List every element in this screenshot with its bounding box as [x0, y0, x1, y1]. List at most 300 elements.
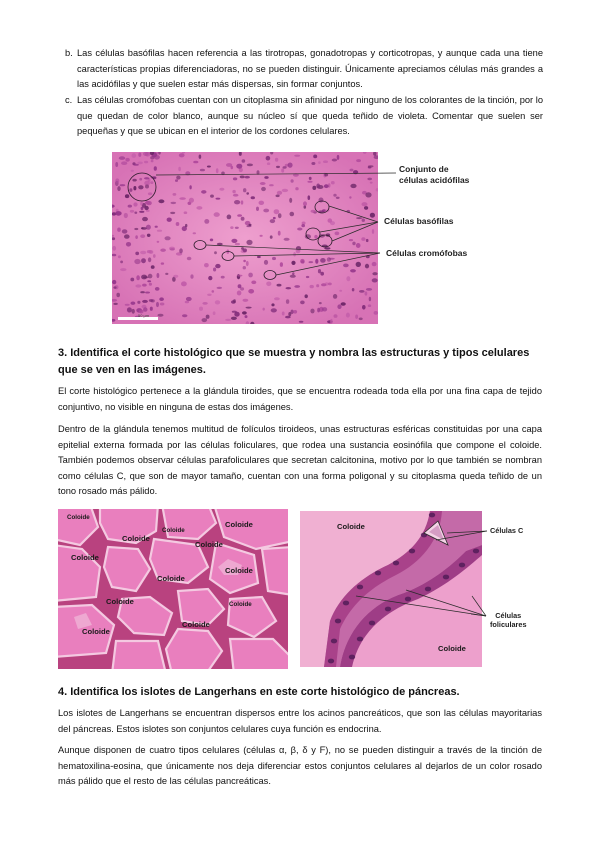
nucleus: [328, 283, 332, 286]
nucleus: [257, 170, 260, 175]
nucleus: [286, 287, 292, 289]
nucleus: [272, 257, 276, 260]
nucleus: [246, 307, 252, 309]
nucleus: [167, 218, 172, 222]
coloide-label: Coloide: [106, 597, 134, 606]
nucleus: [331, 181, 335, 184]
nucleus: [145, 185, 149, 189]
nucleus: [165, 273, 168, 275]
nucleus: [231, 317, 237, 320]
section4-heading: 4. Identifica los islotes de Langerhans en este corte histológico de páncreas.: [58, 686, 460, 698]
nucleus: [171, 202, 177, 204]
nucleus: [237, 275, 243, 277]
nucleus: [227, 215, 232, 220]
nucleus: [113, 303, 117, 305]
nucleus: [372, 272, 377, 275]
nucleus: [165, 236, 171, 240]
nucleus: [193, 161, 198, 164]
coloide-label: Coloide: [225, 520, 253, 529]
nucleus: [357, 637, 363, 642]
nucleus: [359, 318, 363, 321]
nucleus: [369, 297, 371, 302]
nucleus: [291, 261, 295, 265]
nucleus: [213, 268, 216, 272]
nucleus: [216, 198, 221, 200]
nucleus: [245, 315, 248, 318]
nucleus: [356, 159, 361, 162]
nucleus: [145, 292, 150, 294]
nucleus: [201, 190, 206, 194]
coloide-label: Coloide: [82, 627, 110, 636]
nucleus: [313, 155, 317, 159]
nucleus: [332, 159, 337, 162]
nucleus: [300, 259, 305, 264]
nucleus: [276, 166, 280, 168]
nucleus: [281, 168, 284, 172]
nucleus: [237, 214, 242, 217]
coloide-label: Coloide: [162, 527, 185, 534]
nucleus: [274, 209, 280, 214]
nucleus: [196, 206, 202, 210]
nucleus: [270, 235, 273, 238]
coloide-label: Coloide: [122, 534, 150, 543]
nucleus: [335, 619, 341, 624]
nucleus: [367, 178, 372, 181]
nucleus: [151, 160, 154, 162]
nucleus: [149, 283, 152, 286]
nucleus: [134, 259, 140, 264]
nucleus: [169, 247, 175, 251]
nucleus: [355, 315, 358, 319]
nucleus: [117, 186, 120, 191]
nucleus: [365, 291, 368, 295]
label-chromophobes: Células cromófobas: [386, 248, 468, 258]
section3-heading: 3. Identifica el corte histológico que se muestra y nombra las estructuras y tipos celulares que se ven en las imágenes.: [58, 347, 530, 376]
nucleus: [346, 276, 350, 281]
nucleus: [120, 261, 123, 264]
section3-paragraph-2: Dentro de la glándula tenemos multitud de folículos tiroideos, unas estructuras esféricas constituidas por una capa epitelial externa formada por las células foliculares, que rodea una sustancia eosinófila que compone el coloide. También podemos observar células parafoliculares que secretan calcitonina, motivo por lo que también se nombran como células C, que son de mayor tamaño, cuentan con una forma poligonal y su citoplasma queda teñido de un tono rosado más pálido.: [58, 424, 542, 497]
list-item-c: [65, 93, 543, 140]
nucleus: [374, 311, 378, 315]
nucleus: [271, 308, 277, 312]
nucleus: [175, 179, 178, 182]
nucleus: [120, 268, 126, 271]
section4-paragraph-1: Los islotes de Langerhans se encuentran dispersos entre los acinos pancreáticos, que son las células mayoritarias del páncreas. Estos islotes son conjuntos celulares cuya función es endocrina.: [58, 708, 542, 734]
nucleus: [144, 177, 149, 179]
nucleus: [202, 302, 207, 305]
nucleus: [139, 211, 144, 213]
nucleus: [120, 184, 126, 186]
nucleus: [113, 286, 116, 288]
nucleus: [140, 234, 145, 238]
nucleus: [365, 192, 371, 197]
nucleus: [147, 280, 151, 282]
nucleus: [141, 258, 146, 263]
nucleus: [289, 198, 292, 203]
nucleus: [115, 178, 119, 183]
nucleus: [138, 185, 143, 189]
list-marker: c.: [65, 95, 73, 105]
nucleus: [260, 235, 263, 237]
nucleus: [333, 294, 337, 299]
section4-paragraph-2: Aunque disponen de cuatro tipos celulares (células α, β, δ y F), no se pueden distinguir a través de la tinción de hematoxilina-eosina, que únicamente nos deja diferenciar estos conjuntos celulares al dejarlos de un color rosado más pálido que el resto de las células pancreáticas.: [58, 745, 542, 787]
coloide-label: Coloide: [157, 574, 185, 583]
nucleus: [277, 284, 282, 287]
nucleus: [372, 262, 377, 266]
nucleus: [232, 311, 237, 313]
nucleus: [293, 310, 297, 314]
nucleus: [243, 299, 249, 302]
nucleus: [221, 276, 225, 279]
nucleus: [336, 197, 340, 199]
nucleus: [246, 261, 249, 266]
nucleus: [249, 224, 252, 226]
nucleus: [331, 639, 337, 644]
nucleus: [124, 213, 128, 218]
nucleus: [235, 243, 240, 245]
nucleus: [125, 304, 130, 306]
nucleus: [170, 212, 175, 214]
nucleus: [186, 297, 192, 301]
nucleus: [290, 212, 295, 217]
nucleus: [266, 282, 271, 287]
nucleus: [233, 177, 237, 180]
nucleus: [137, 301, 140, 304]
nucleus: [138, 153, 141, 157]
nucleus: [273, 217, 276, 219]
nucleus: [132, 153, 137, 158]
nucleus: [139, 178, 142, 181]
nucleus: [274, 297, 280, 300]
nucleus: [248, 273, 253, 278]
nucleus: [144, 161, 148, 164]
nucleus: [370, 182, 373, 184]
nucleus: [362, 305, 366, 310]
nucleus: [124, 234, 130, 238]
nucleus: [173, 193, 177, 196]
coloide-label: Coloide: [195, 540, 223, 549]
nucleus: [226, 163, 232, 167]
nucleus: [131, 302, 136, 305]
nucleus: [127, 307, 132, 312]
nucleus: [277, 191, 282, 195]
nucleus: [157, 241, 160, 243]
nucleus: [142, 300, 148, 303]
nucleus: [312, 186, 316, 190]
nucleus: [142, 284, 147, 287]
nucleus: [243, 248, 247, 252]
nucleus: [207, 294, 211, 296]
nucleus: [323, 160, 328, 163]
nucleus: [350, 269, 356, 272]
nucleus: [135, 235, 138, 239]
nucleus: [232, 190, 235, 193]
nucleus: [324, 184, 329, 188]
nucleus: [459, 563, 465, 568]
nucleus: [240, 176, 245, 179]
nucleus: [148, 274, 153, 279]
nucleus: [335, 232, 340, 236]
nucleus: [243, 266, 246, 269]
nucleus: [219, 188, 224, 191]
nucleus: [324, 247, 330, 249]
nucleus: [133, 202, 137, 206]
nucleus: [294, 155, 300, 157]
nucleus: [243, 188, 246, 192]
nucleus: [266, 156, 271, 161]
nucleus: [236, 164, 242, 169]
nucleus: [264, 176, 268, 179]
coloide-label: Coloide: [225, 566, 253, 575]
nucleus: [311, 210, 316, 213]
label-follicular-cells: Células foliculares: [490, 611, 527, 629]
nucleus: [204, 219, 209, 224]
nucleus: [238, 284, 242, 288]
scale-bar-label: 50 µm: [138, 313, 150, 318]
nucleus: [214, 251, 217, 254]
nucleus: [293, 252, 296, 257]
nucleus: [328, 659, 334, 664]
nucleus: [115, 162, 118, 167]
nucleus: [242, 311, 247, 314]
nucleus: [206, 315, 210, 319]
nucleus: [176, 176, 180, 180]
nucleus: [137, 162, 143, 165]
nucleus: [322, 307, 327, 311]
nucleus: [215, 264, 220, 268]
nucleus: [187, 257, 192, 261]
nucleus: [230, 226, 233, 229]
nucleus: [235, 227, 239, 229]
nucleus: [372, 229, 374, 234]
nucleus: [409, 549, 415, 554]
nucleus: [314, 235, 317, 239]
nucleus: [349, 196, 351, 198]
nucleus: [157, 230, 162, 232]
nucleus: [280, 262, 283, 267]
nucleus: [261, 187, 266, 191]
nucleus: [299, 321, 304, 323]
nucleus: [179, 248, 183, 253]
list-marker: b.: [65, 48, 73, 58]
nucleus: [246, 240, 252, 245]
nucleus: [147, 234, 151, 237]
nucleus: [193, 232, 196, 234]
nucleus: [284, 238, 290, 241]
nucleus: [150, 307, 153, 311]
nucleus: [148, 192, 152, 195]
nucleus: [200, 169, 205, 172]
nucleus: [356, 262, 361, 267]
nucleus: [425, 587, 431, 592]
nucleus: [156, 302, 159, 307]
nucleus: [148, 257, 151, 262]
nucleus: [116, 293, 120, 297]
nucleus: [290, 275, 296, 278]
nucleus: [204, 263, 209, 267]
nucleus: [316, 184, 320, 189]
nucleus: [141, 275, 147, 280]
nucleus: [259, 201, 265, 205]
nucleus: [184, 211, 188, 214]
nucleus: [293, 173, 299, 177]
nucleus: [352, 288, 355, 291]
nucleus: [362, 202, 368, 206]
nucleus: [151, 265, 155, 269]
nucleus: [291, 179, 294, 183]
nucleus: [353, 170, 358, 174]
nucleus: [176, 222, 180, 226]
nucleus: [216, 168, 219, 173]
nucleus: [146, 225, 151, 230]
nucleus: [160, 303, 165, 306]
nucleus: [147, 250, 152, 253]
nucleus: [286, 299, 289, 304]
nucleus: [346, 313, 350, 318]
nucleus: [231, 239, 237, 243]
nucleus: [267, 162, 270, 165]
nucleus: [140, 291, 145, 293]
nucleus: [292, 272, 294, 275]
nucleus: [185, 224, 187, 227]
nucleus: [443, 575, 449, 580]
list-item-b: [65, 46, 543, 93]
nucleus: [199, 155, 202, 159]
nucleus: [179, 197, 185, 200]
nucleus: [308, 195, 311, 200]
nucleus: [208, 276, 212, 280]
pituitary-micrograph: [112, 152, 378, 324]
nucleus: [305, 294, 308, 298]
nucleus: [318, 161, 321, 164]
nucleus: [158, 199, 164, 203]
nucleus: [122, 229, 128, 233]
nucleus: [132, 179, 136, 182]
nucleus: [153, 254, 156, 258]
nucleus: [241, 200, 244, 204]
nucleus: [300, 301, 305, 305]
nucleus: [185, 171, 190, 175]
coloide-label: Coloide: [229, 601, 252, 608]
list-item-text: Las células cromófobas cuentan con un citoplasma sin afinidad por ninguno de los colorantes de la tinción, por lo que quedan de color blanco, aunque su núcleo sí que queda teñido de violeta. Comentar que suelen ser pequeñas y que se ubican en el interior de los cordones celulares.: [77, 95, 543, 137]
nucleus: [146, 210, 150, 212]
nucleus: [157, 273, 160, 278]
nucleus: [140, 251, 146, 254]
section3-paragraph-1: El corte histológico pertenece a la glándula tiroides, que se encuentra rodeada toda ella por una fina capa de tejido conjuntivo, no visible en ninguna de estas dos imágenes.: [58, 386, 542, 412]
nucleus: [131, 170, 134, 172]
nucleus: [357, 585, 363, 590]
nucleus: [130, 210, 134, 213]
nucleus: [368, 304, 371, 307]
nucleus: [264, 260, 268, 265]
nucleus: [155, 226, 158, 228]
nucleus: [356, 243, 361, 248]
nucleus: [237, 291, 242, 296]
nucleus: [339, 290, 342, 292]
nucleus: [366, 255, 370, 258]
nucleus: [130, 278, 134, 282]
nucleus: [270, 219, 275, 223]
nucleus: [142, 217, 148, 221]
nucleus: [337, 304, 341, 309]
nucleus: [341, 302, 346, 305]
nucleus: [275, 158, 278, 162]
nucleus: [173, 275, 178, 278]
nucleus: [241, 217, 245, 221]
nucleus: [251, 196, 255, 199]
nucleus: [125, 194, 129, 198]
nucleus: [361, 237, 365, 241]
nucleus: [366, 288, 372, 291]
nucleus: [158, 314, 164, 317]
nucleus: [115, 211, 121, 216]
coloide-label: Coloide: [438, 644, 466, 653]
nucleus: [295, 187, 298, 190]
nucleus: [320, 258, 326, 263]
nucleus: [349, 655, 355, 660]
nucleus: [366, 239, 369, 242]
nucleus: [347, 210, 350, 213]
nucleus: [263, 308, 265, 311]
coloide-label: Coloide: [67, 514, 90, 521]
nucleus: [315, 259, 318, 264]
nucleus: [276, 195, 280, 198]
nucleus: [233, 194, 239, 197]
nucleus: [225, 319, 231, 321]
nucleus: [140, 202, 143, 206]
nucleus: [215, 300, 220, 304]
nucleus: [278, 231, 281, 236]
nucleus: [117, 228, 121, 232]
nucleus: [321, 283, 326, 286]
nucleus: [159, 297, 164, 301]
nucleus: [256, 207, 259, 211]
coloide-label: Coloide: [337, 522, 365, 531]
nucleus: [179, 153, 185, 157]
nucleus: [217, 287, 223, 289]
nucleus: [368, 166, 372, 168]
nucleus: [369, 621, 375, 626]
nucleus: [134, 212, 137, 214]
nucleus: [260, 182, 266, 185]
nucleus: [181, 281, 187, 286]
nucleus: [327, 257, 331, 262]
nucleus: [301, 224, 305, 227]
nucleus: [128, 205, 132, 208]
nucleus: [257, 256, 261, 258]
nucleus: [145, 201, 150, 205]
nucleus: [349, 239, 353, 241]
nucleus: [251, 281, 256, 285]
nucleus: [133, 186, 136, 190]
nucleus: [365, 264, 369, 269]
nucleus: [297, 228, 302, 231]
nucleus: [311, 162, 315, 165]
nucleus: [296, 249, 301, 254]
nucleus: [246, 192, 249, 194]
nucleus: [160, 249, 166, 252]
nucleus: [271, 303, 274, 306]
nucleus: [393, 561, 399, 566]
nucleus: [233, 299, 236, 303]
nucleus: [319, 302, 322, 304]
nucleus: [282, 312, 285, 316]
nucleus: [234, 200, 240, 204]
nucleus: [133, 164, 139, 166]
nucleus: [221, 172, 225, 176]
nucleus: [309, 261, 314, 263]
nucleus: [247, 164, 253, 167]
